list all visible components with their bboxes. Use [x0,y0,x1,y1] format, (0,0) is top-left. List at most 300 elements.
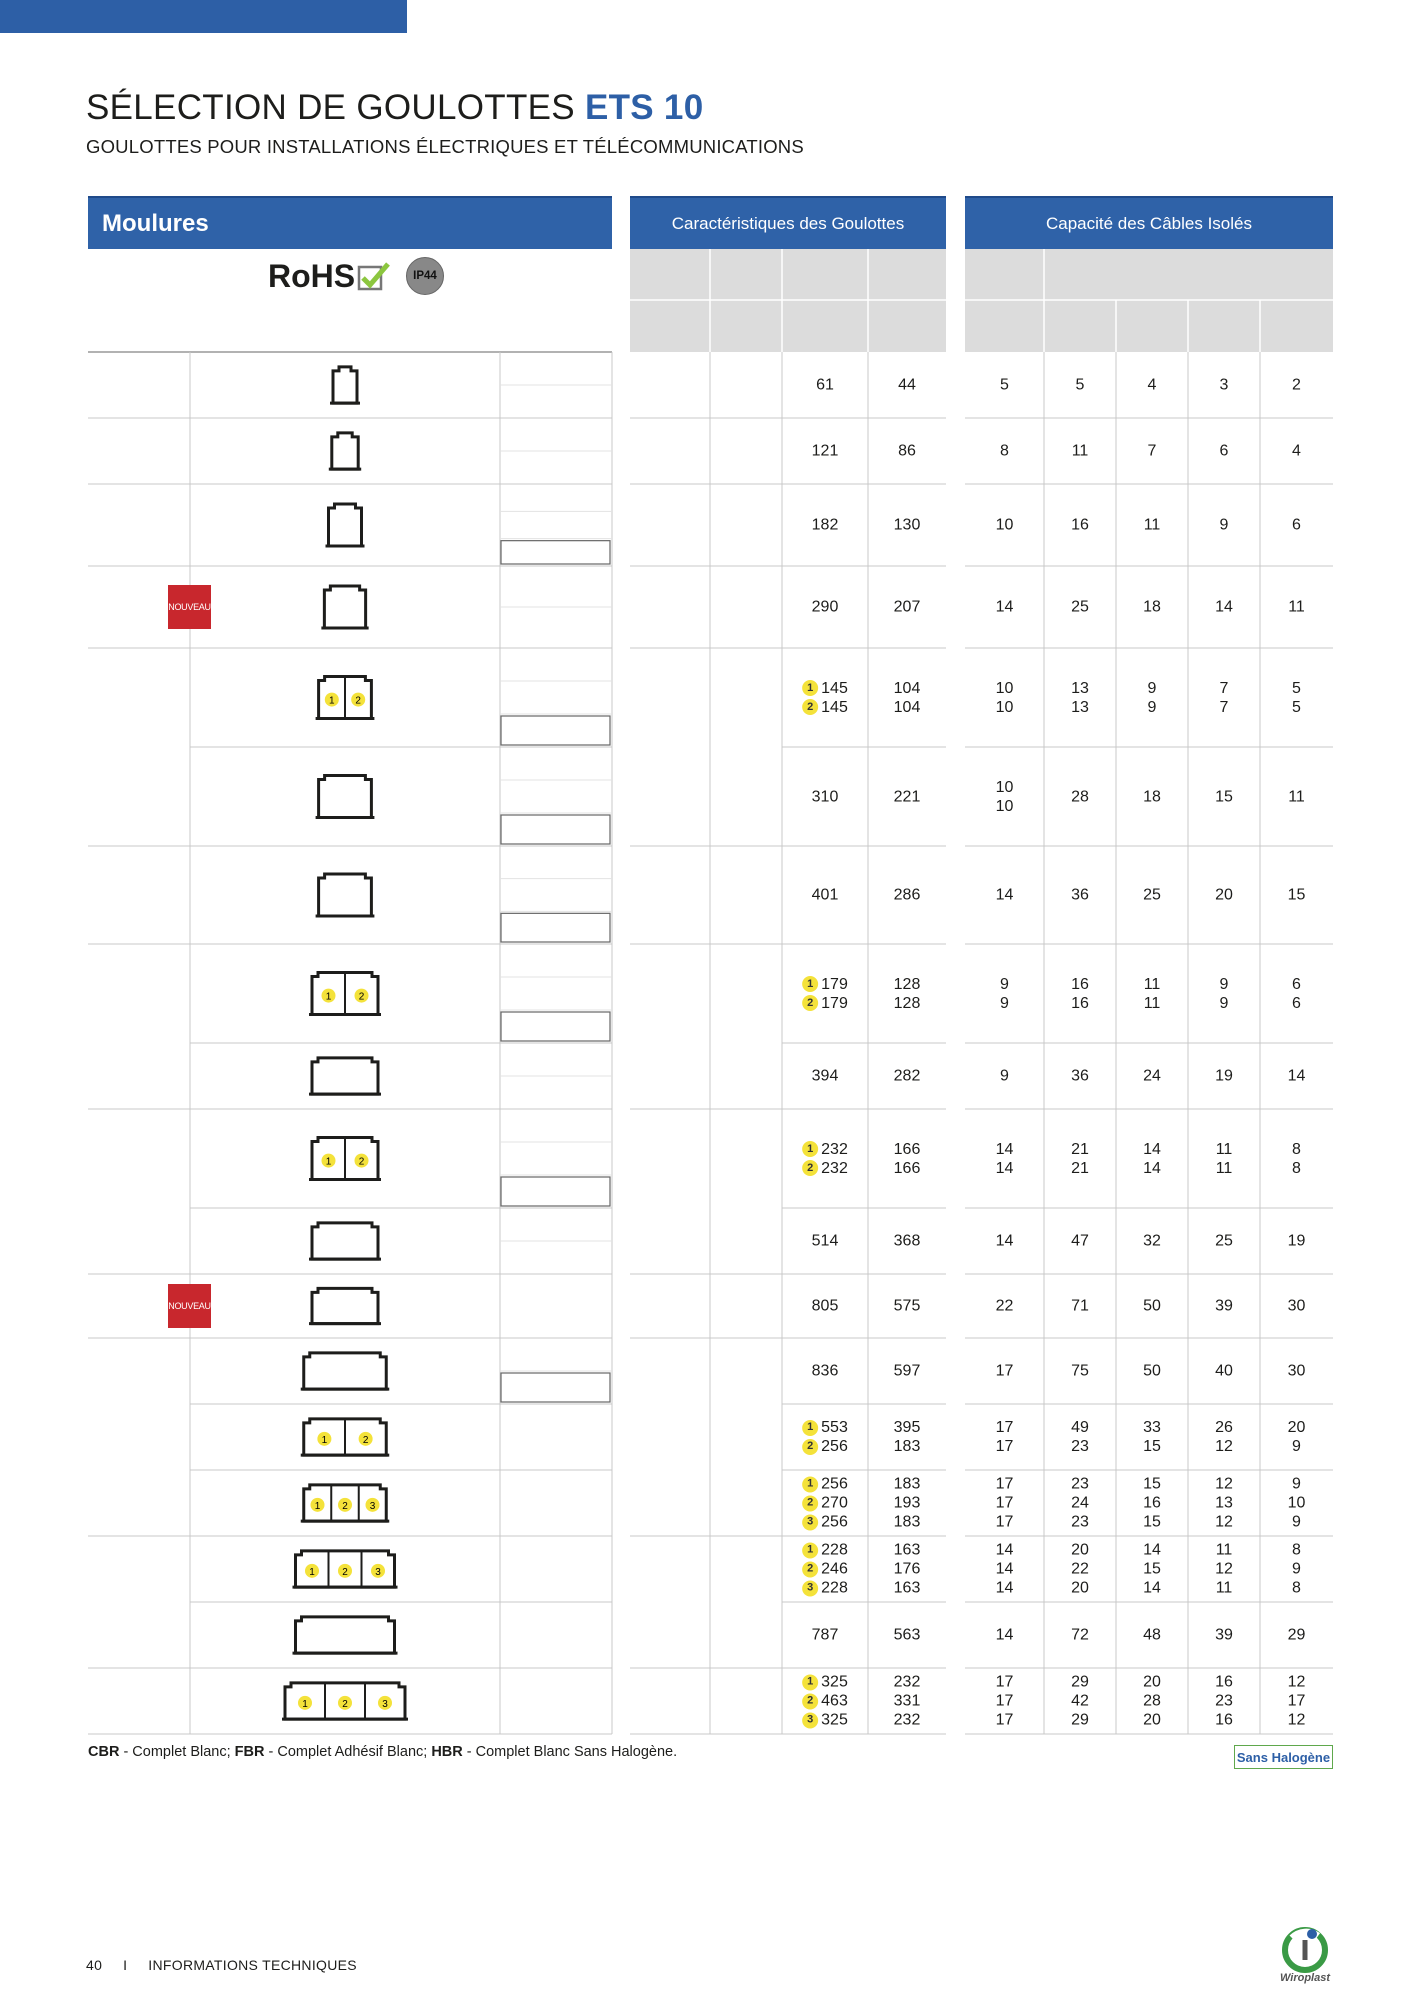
cell-value: 39 [1215,1626,1233,1644]
cell-value: 9 [1292,1475,1301,1493]
cell-c25 [1148,442,1157,461]
cell-value: 207 [893,598,921,616]
cell-c4 [1220,516,1229,535]
cell-value: 20 [1143,1711,1161,1729]
cell-value: 597 [893,1362,921,1380]
cell-value: 128 [893,975,921,993]
cell-su [898,376,916,395]
profile-icon [312,1288,378,1323]
cell-value: 395 [893,1419,921,1436]
hbr-box [501,1373,610,1402]
cell-s [802,1418,848,1456]
cell-value: 23 [1215,1692,1233,1710]
compartment-number: 2 [362,1434,369,1446]
compartment-number: 3 [382,1698,388,1710]
cell-c6 [1288,1362,1306,1381]
cell-value: 14 [995,1159,1014,1177]
cell-value: 179 [821,994,848,1012]
cell-value: 463 [821,1692,848,1710]
cell-value: 9 [1292,1560,1301,1578]
compartment-number: 1 [325,991,332,1003]
cell-value: 14 [1143,1579,1161,1597]
cell-d [996,1418,1014,1456]
cell-value: 47 [1071,1232,1089,1250]
cell-s [802,1541,848,1598]
cell-c4 [1215,787,1233,806]
cell-c4 [1215,1541,1233,1598]
cell-value: 75 [1071,1362,1089,1380]
cell-s [812,598,839,617]
profile-icon [312,1223,378,1259]
cell-value: 25 [1143,886,1161,904]
cell-value: 17 [995,1419,1014,1436]
cell-value: 9 [1000,1067,1009,1085]
compartment-dot: 1 [802,1141,818,1157]
cell-value: 11 [1215,1140,1233,1158]
cell-d [996,1362,1014,1381]
cell-value: 130 [893,516,921,534]
cell-s [812,516,839,535]
cell-su [894,975,921,1013]
cell-value: 16 [1071,975,1089,993]
cell-su [894,1297,921,1316]
rohs-logo: RoHS [268,258,391,295]
compartment-dot: 1 [802,1542,818,1558]
cell-value: 145 [821,698,848,716]
cell-value: 25 [1215,1232,1233,1250]
cell-value: 256 [821,1438,848,1455]
compartment-dot: 3 [802,1514,818,1530]
cell-c4 [1215,1297,1233,1316]
cell-c6 [1288,1475,1306,1532]
cell-d [1000,1067,1009,1086]
cell-value: 72 [1071,1626,1089,1644]
cell-value: 22 [995,1297,1014,1315]
cell-value: 61 [816,376,834,394]
cell-d [1000,975,1009,1013]
cell-value: 15 [1143,1475,1161,1493]
cell-value: 9 [1147,698,1157,716]
cell-value: 14 [995,1579,1014,1597]
cell-value: 163 [893,1579,921,1597]
cell-d [996,1140,1014,1178]
cell-value: 14 [995,1140,1014,1158]
cell-value: 22 [1071,1560,1089,1578]
cell-d [1000,442,1009,461]
page-title: SÉLECTION DE GOULOTTES ETS 10 [86,88,704,127]
cell-value: 16 [1071,994,1089,1012]
cell-value: 325 [821,1673,848,1691]
profile-icon [333,367,357,403]
cell-c15 [1071,1067,1089,1086]
cell-value: 246 [821,1560,848,1578]
cell-value: 25 [1071,598,1089,616]
cell-c4 [1215,1475,1233,1532]
cell-su [894,679,921,717]
cell-value: 331 [893,1692,921,1710]
cell-value: 256 [821,1513,848,1531]
cell-su [894,787,921,806]
cell-c25 [1143,598,1161,617]
cell-value: 14 [1287,1067,1306,1085]
cell-value: 18 [1143,788,1161,805]
profile-icon [296,1617,395,1653]
cell-c6 [1288,1626,1306,1645]
cell-c15 [1071,1626,1089,1645]
cell-value: 12 [1287,1673,1306,1691]
cell-value: 166 [893,1159,921,1177]
cell-value: 14 [995,1541,1014,1559]
cell-c15 [1071,1475,1089,1532]
cell-s [812,1626,839,1645]
cell-value: 9 [1292,1438,1301,1455]
cell-value: 232 [821,1159,848,1177]
cell-c15 [1071,1541,1089,1598]
cell-su [894,1673,921,1730]
cell-value: 394 [811,1067,839,1085]
cell-d [996,679,1014,717]
cell-value: 9 [1292,1513,1301,1531]
compartment-number: 2 [358,991,365,1003]
cell-value: 7 [1219,679,1229,697]
cell-c4 [1215,1067,1233,1086]
cell-value: 17 [995,1362,1014,1380]
cell-value: 182 [811,516,839,534]
cell-c6 [1288,787,1305,806]
cell-value: 282 [893,1067,921,1085]
cell-s [812,1067,839,1086]
cell-value: 310 [811,788,839,805]
cell-value: 11 [1143,994,1161,1012]
cell-c6 [1292,516,1301,535]
compartment-number: 1 [325,1156,332,1168]
cell-c15 [1071,1297,1089,1316]
cell-c6 [1292,679,1301,717]
cell-c4 [1215,598,1233,617]
cell-c15 [1071,598,1089,617]
cell-value: 11 [1215,1159,1233,1177]
cell-value: 163 [893,1541,921,1559]
cell-value: 21 [1071,1159,1089,1177]
cell-value: 325 [821,1711,848,1729]
cell-value: 6 [1292,975,1301,993]
section-header-caracteristiques: Caractéristiques des Goulottes [630,196,946,249]
cell-value: 12 [1215,1438,1233,1455]
cell-c4 [1215,1418,1233,1456]
cell-c6 [1288,886,1306,905]
cell-value: 6 [1292,516,1301,534]
cell-c25 [1143,886,1161,905]
cell-s [802,1673,848,1730]
cell-su [894,1232,921,1251]
cell-value: 19 [1215,1067,1233,1085]
compartment-number: 2 [355,695,361,707]
cell-value: 5 [1000,376,1009,394]
cell-c4 [1215,886,1233,905]
cell-su [894,1418,921,1456]
cell-value: 8 [1292,1579,1301,1597]
cell-value: 9 [1219,975,1229,993]
cell-value: 20 [1215,886,1233,904]
cell-s [816,376,834,395]
cell-value: 14 [1143,1541,1161,1559]
cell-d [1000,376,1009,395]
cell-value: 15 [1143,1513,1161,1531]
cell-value: 232 [893,1673,921,1691]
cell-value: 176 [893,1560,921,1578]
cell-value: 12 [1287,1711,1306,1729]
cell-value: 286 [893,886,921,904]
cell-value: 30 [1287,1297,1306,1315]
cell-value: 17 [1287,1692,1306,1710]
cell-value: 12 [1215,1513,1233,1531]
cell-value: 12 [1215,1560,1233,1578]
profile-icon [332,433,358,469]
cell-c4 [1220,975,1229,1013]
cell-c25 [1143,1541,1161,1598]
cell-value: 787 [811,1626,839,1644]
cell-c25 [1143,1297,1161,1316]
section-header-capacite: Capacité des Câbles Isolés [965,196,1333,249]
cell-c4 [1215,1232,1233,1251]
cell-c6 [1288,1418,1306,1456]
cell-c25 [1144,975,1161,1013]
cell-d [996,1232,1014,1251]
cell-s [812,442,839,461]
cell-su [894,1541,921,1598]
cell-value: 232 [821,1140,848,1158]
cell-value: 14 [1143,1159,1161,1177]
cell-value: 50 [1143,1362,1161,1380]
cell-value: 10 [995,797,1014,815]
cell-s [802,975,848,1013]
cell-value: 121 [811,442,839,460]
profile-icon [319,874,372,916]
cell-value: 50 [1143,1297,1161,1315]
cell-value: 12 [1215,1475,1233,1493]
cell-c6 [1288,1673,1306,1730]
cell-value: 42 [1071,1692,1089,1710]
compartment-dot: 3 [802,1712,818,1728]
cell-value: 10 [995,698,1014,716]
compartment-dot: 1 [802,680,818,696]
cell-value: 17 [995,1475,1014,1493]
profile-icon [319,776,372,818]
cell-d [996,778,1014,816]
compartment-number: 2 [342,1500,348,1512]
cell-value: 2 [1292,376,1301,394]
cell-c25 [1143,1626,1161,1645]
cell-c15 [1071,1418,1089,1456]
nouveau-badge: NOUVEAU [168,1284,211,1328]
sans-halogene-badge: Sans Halogène [1234,1745,1333,1769]
brand-name: Wiroplast [1279,1972,1330,1984]
hbr-box [501,541,610,564]
cell-value: 10 [995,516,1014,534]
cell-value: 14 [995,1232,1014,1250]
cell-c4 [1220,442,1229,461]
cell-value: 128 [893,994,921,1012]
cell-value: 11 [1143,975,1161,993]
cell-value: 563 [893,1626,921,1644]
cell-d [996,1297,1014,1316]
cell-value: 183 [893,1438,921,1455]
cell-su [894,1626,921,1645]
cell-value: 9 [1000,994,1009,1012]
section-header-moulures: Moulures [88,196,612,249]
cell-value: 29 [1287,1626,1306,1644]
cell-value: 14 [995,1560,1014,1578]
cell-value: 19 [1287,1232,1306,1250]
cell-value: 16 [1071,516,1089,534]
cell-value: 11 [1288,598,1305,616]
wiroplast-logo [1270,1924,1340,1986]
cell-value: 8 [1292,1140,1301,1158]
cell-value: 16 [1143,1494,1161,1512]
compartment-dot: 1 [802,1476,818,1492]
cell-value: 256 [821,1475,848,1493]
cell-value: 20 [1143,1673,1161,1691]
compartment-dot: 3 [802,1580,818,1596]
cell-value: 17 [995,1673,1014,1691]
cell-value: 5 [1075,376,1085,394]
cell-value: 14 [1215,598,1233,616]
cell-value: 14 [995,886,1014,904]
cell-value: 71 [1071,1297,1089,1315]
cell-value: 11 [1215,1541,1233,1559]
cell-value: 36 [1071,886,1089,904]
cell-value: 179 [821,975,848,993]
cell-value: 44 [898,376,916,394]
cell-value: 29 [1071,1711,1089,1729]
nouveau-badge: NOUVEAU [168,585,211,629]
cell-value: 6 [1292,994,1301,1012]
cell-value: 104 [893,679,921,697]
hbr-box [501,815,610,844]
cell-value: 24 [1143,1067,1161,1085]
cell-c4 [1216,1140,1233,1178]
cell-value: 16 [1215,1673,1233,1691]
cell-value: 86 [898,442,916,460]
cell-value: 11 [1143,516,1161,534]
cell-value: 145 [821,679,848,697]
cell-value: 16 [1215,1711,1233,1729]
cell-c6 [1288,1067,1306,1086]
profile-icon [304,1353,387,1389]
cell-value: 23 [1071,1438,1089,1455]
cell-value: 9 [1219,994,1229,1012]
cell-value: 8 [1000,442,1009,460]
cell-value: 21 [1071,1140,1089,1158]
cell-su [894,1067,921,1086]
cell-c25 [1143,1673,1161,1730]
cell-c15 [1071,1232,1089,1251]
cell-d [996,1626,1014,1645]
cell-value: 5 [1292,679,1301,697]
compartment-number: 2 [358,1156,365,1168]
cell-value: 5 [1292,698,1301,716]
cell-value: 17 [995,1711,1014,1729]
cell-value: 290 [811,598,839,616]
hbr-box [501,716,610,745]
cell-value: 29 [1071,1673,1089,1691]
compartment-dot: 2 [802,1495,818,1511]
cell-value: 166 [893,1140,921,1158]
cell-value: 23 [1071,1513,1089,1531]
cell-value: 8 [1292,1541,1301,1559]
cell-value: 20 [1071,1541,1089,1559]
legend: CBR - Complet Blanc; FBR - Complet Adhésif Blanc; HBR - Complet Blanc Sans Halogène. [88,1744,678,1760]
cell-value: 11 [1215,1579,1233,1597]
cell-value: 193 [893,1494,921,1512]
cell-value: 17 [995,1692,1014,1710]
cell-value: 11 [1288,788,1305,805]
compartment-number: 2 [342,1698,348,1710]
cell-c4 [1215,1362,1233,1381]
cell-value: 6 [1219,442,1229,460]
footer: 40 I INFORMATIONS TECHNIQUES [86,1957,357,1973]
cell-value: 14 [995,598,1014,616]
cell-value: 48 [1143,1626,1161,1644]
cell-value: 9 [1219,516,1229,534]
cell-value: 17 [995,1494,1014,1512]
cell-value: 228 [821,1541,848,1559]
cell-d [996,1475,1014,1532]
compartment-dot: 2 [802,699,818,715]
compartment-number: 1 [309,1566,315,1578]
cell-value: 13 [1071,679,1089,697]
cell-value: 575 [893,1297,921,1315]
compartment-dot: 1 [802,1674,818,1690]
cell-value: 9 [1147,679,1157,697]
cell-c15 [1071,975,1089,1013]
cell-c15 [1071,1362,1089,1381]
cell-c15 [1071,1140,1089,1178]
cell-value: 232 [893,1711,921,1729]
cell-c6 [1292,442,1301,461]
cell-s [802,1475,848,1532]
cell-su [894,886,921,905]
cell-s [802,679,848,717]
cell-value: 49 [1071,1419,1089,1436]
cell-c25 [1143,787,1161,806]
cell-c6 [1288,1297,1306,1316]
profile-icon [329,504,362,546]
cell-c6 [1292,1140,1301,1178]
cell-su [894,1140,921,1178]
cell-s [812,1362,839,1381]
cell-c6 [1292,376,1301,395]
cell-value: 3 [1219,376,1229,394]
profile-icon [324,586,365,628]
cell-c15 [1072,442,1089,461]
cell-value: 836 [811,1362,839,1380]
cell-c25 [1144,516,1161,535]
compartment-number: 2 [342,1566,348,1578]
cell-s [812,1232,839,1251]
cell-c25 [1148,679,1157,717]
compartment-number: 3 [375,1566,381,1578]
cell-s [802,1140,848,1178]
cell-su [894,516,921,535]
cell-value: 32 [1143,1232,1161,1250]
cell-value: 36 [1071,1067,1089,1085]
cell-value: 221 [893,788,921,805]
cell-value: 15 [1143,1438,1161,1455]
cell-c4 [1220,376,1229,395]
cell-value: 39 [1215,1297,1233,1315]
compartment-number: 1 [314,1500,321,1512]
